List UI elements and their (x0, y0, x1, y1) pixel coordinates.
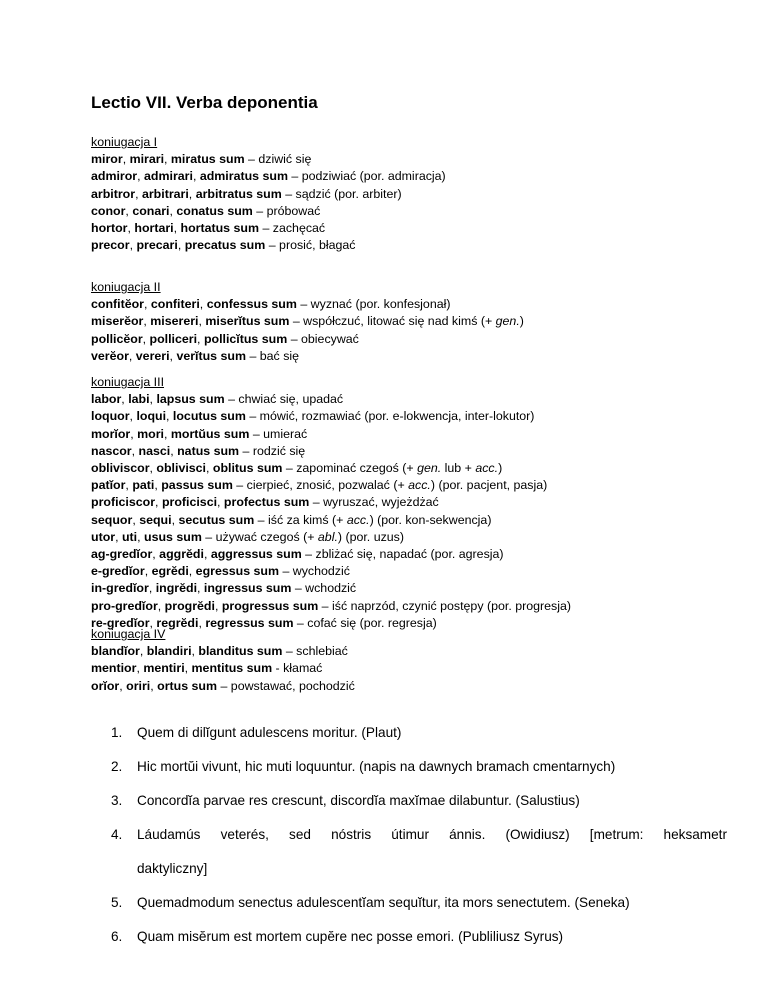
verb-form: proficiscor (91, 495, 156, 510)
verb-form: admiratus sum (199, 169, 288, 184)
vocab-entry: e-gredĭor, egrĕdi, egressus sum – wychodzić (91, 564, 350, 579)
verb-form: progrĕdi (164, 598, 215, 613)
exercise-number: 6. (111, 929, 123, 944)
verb-form: mirari (129, 152, 165, 167)
exercise-number: 4. (111, 827, 123, 842)
vocab-entry: arbitror, arbitrari, arbitratus sum – sądzić (por. arbiter) (91, 186, 402, 201)
vocab-entry: miserĕor, misereri, miserĭtus sum – współczuć, litować się nad kimś (+ gen.) (91, 314, 524, 329)
verb-meaning: – sądzić (por. arbiter) (281, 186, 402, 201)
verb-form: miserĭtus sum (205, 314, 290, 329)
verb-form: nascor (91, 443, 132, 458)
vocab-entry: utor, uti, usus sum – używać czegoś (+ abl.) (por. uzus) (91, 529, 404, 544)
verb-meaning: – używać czegoś (+ (201, 529, 318, 544)
exercise-text-continued: daktyliczny] (137, 861, 208, 876)
verb-form: lapsus sum (156, 392, 225, 407)
verb-form: misereri (150, 314, 199, 329)
verb-form: aggressus sum (210, 547, 302, 562)
case-abbrev: abl. (317, 529, 338, 544)
verb-meaning: - kłamać (272, 661, 323, 676)
verb-meaning: – prosić, błagać (265, 238, 356, 253)
verb-form: nasci (138, 443, 171, 458)
verb-form: morĭor (91, 426, 131, 441)
verb-meaning: – podziwiać (por. admiracja) (287, 169, 446, 184)
vocab-entry: verĕor, vereri, verĭtus sum – bać się (91, 348, 300, 363)
verb-form: confessus sum (206, 297, 297, 312)
verb-form: regrĕdi (156, 615, 199, 630)
verb-form: miserĕor (91, 314, 144, 329)
verb-meaning: – wchodzić (291, 581, 357, 596)
verb-form: arbitrari (141, 186, 189, 201)
verb-form: ingressus sum (203, 581, 292, 596)
exercise-text: Quam misĕrum est mortem cupĕre nec posse emori. (Publiliusz Syrus) (137, 929, 564, 944)
verb-form: aggrĕdi (159, 547, 204, 562)
exercise-text: Hic mortŭi vivunt, hic muti loquuntur. (napis na dawnych bramach cmentarnych) (137, 759, 616, 774)
verb-form: mortŭus sum (170, 426, 250, 441)
vocab-entry: conor, conari, conatus sum – próbować (91, 203, 321, 218)
vocab-entry: blandĭor, blandiri, blanditus sum – schlebiać (91, 644, 348, 659)
vocab-entry: obliviscor, oblivisci, oblitus sum – zapominać czegoś (+ gen. lub + acc.) (91, 461, 503, 476)
verb-form: blanditus sum (198, 644, 283, 659)
verb-form: polliceri (149, 331, 198, 346)
verb-form: profectus sum (223, 495, 310, 510)
exercise-number: 3. (111, 793, 123, 808)
verb-meaning: – próbować (252, 203, 321, 218)
verb-form: hortari (134, 221, 174, 236)
verb-meaning: – cofać się (por. regresja) (293, 615, 437, 630)
verb-form: pollicĭtus sum (203, 331, 288, 346)
verb-meaning: – iść za kimś (+ (254, 512, 347, 527)
meaning-after: ) (por. pacjent, pasja) (430, 478, 548, 493)
vocab-entry: hortor, hortari, hortatus sum – zachęcać (91, 221, 326, 236)
verb-form: blandĭor (91, 644, 140, 659)
verb-form: hortor (91, 221, 128, 236)
verb-form: arbitratus sum (195, 186, 282, 201)
verb-meaning: – dziwić się (244, 152, 312, 167)
exercise-item (111, 757, 721, 777)
verb-form: conatus sum (176, 203, 253, 218)
verb-form: mentiri (143, 661, 185, 676)
verb-meaning: – zbliżać się, napadać (por. agresja) (301, 547, 504, 562)
vocab-entry: pollicĕor, polliceri, pollicĭtus sum – obiecywać (91, 331, 359, 346)
exercise-text: Láudamús veterés, sed nóstris útimur ánnis. (Owidiusz) [metrum: heksametr (137, 827, 727, 842)
verb-form: utor (91, 529, 116, 544)
conjugation-section (91, 279, 731, 365)
vocab-entry: labor, labi, lapsus sum – chwiać się, upadać (91, 392, 344, 407)
verb-form: patĭor (91, 478, 126, 493)
vocab-entry: patĭor, pati, passus sum – cierpieć, znosić, pozwalać (+ acc.) (por. pacjent, pasja) (91, 478, 548, 493)
vocab-entry: re-gredĭor, regrĕdi, regressus sum – cofać się (por. regresja) (91, 615, 437, 630)
verb-form: ingrĕdi (155, 581, 198, 596)
verb-form: verĕor (91, 348, 129, 363)
vocab-entry: morĭor, mori, mortŭus sum – umierać (91, 426, 308, 441)
verb-form: uti (121, 529, 138, 544)
case-abbrev: gen. (417, 461, 442, 476)
verb-form: labor (91, 392, 122, 407)
conjugation-section (91, 374, 731, 632)
verb-form: verĭtus sum (176, 348, 246, 363)
verb-form: conari (132, 203, 170, 218)
verb-meaning: – obiecywać (287, 331, 359, 346)
verb-form: re-gredĭor (91, 615, 150, 630)
vocab-entry: in-gredĭor, ingrĕdi, ingressus sum – wchodzić (91, 581, 357, 596)
verb-form: pollicĕor (91, 331, 143, 346)
verb-form: ortus sum (157, 678, 218, 693)
verb-meaning: – chwiać się, upadać (224, 392, 344, 407)
vocab-entry: orĭor, oriri, ortus sum – powstawać, pochodzić (91, 678, 355, 693)
verb-form: sequi (139, 512, 172, 527)
case-abbrev: gen. (495, 314, 520, 329)
exercise-number: 1. (111, 725, 123, 740)
case-abbrev: acc. (475, 461, 499, 476)
verb-form: miror (91, 152, 123, 167)
verb-form: loquor (91, 409, 130, 424)
exercise-item (111, 791, 721, 811)
verb-form: orĭor (91, 678, 120, 693)
exercise-item (111, 723, 721, 743)
verb-form: conor (91, 203, 126, 218)
exercise-item (111, 893, 721, 913)
verb-form: natus sum (177, 443, 240, 458)
meaning-after: ) (por. kon-sekwencja) (369, 512, 492, 527)
verb-form: confitĕor (91, 297, 145, 312)
section-heading: koniugacja III (91, 375, 165, 389)
verb-form: secutus sum (178, 512, 255, 527)
verb-form: arbitror (91, 186, 136, 201)
case-abbrev: acc. (346, 512, 370, 527)
vocab-entry: sequor, sequi, secutus sum – iść za kimś (+ acc.) (por. kon-sekwencja) (91, 512, 492, 527)
verb-form: oblivisci (156, 461, 207, 476)
verb-form: labi (128, 392, 150, 407)
verb-meaning: – rodzić się (239, 443, 306, 458)
conjugation-section (91, 134, 731, 254)
verb-form: oriri (126, 678, 151, 693)
section-heading: koniugacja II (91, 280, 161, 294)
vocab-entry: loquor, loqui, locutus sum – mówić, rozmawiać (por. e-lokwencja, inter-lokutor) (91, 409, 535, 424)
vocab-entry: nascor, nasci, natus sum – rodzić się (91, 443, 306, 458)
verb-form: obliviscor (91, 461, 150, 476)
vocab-entry: mentior, mentiri, mentitus sum - kłamać (91, 661, 323, 676)
verb-meaning: – współczuć, litować się nad kimś (+ (289, 314, 496, 329)
section-heading: koniugacja I (91, 135, 158, 149)
verb-meaning: – powstawać, pochodzić (217, 678, 355, 693)
verb-form: sequor (91, 512, 133, 527)
verb-meaning: – cierpieć, znosić, pozwalać (+ (232, 478, 409, 493)
verb-form: regressus sum (205, 615, 294, 630)
vocab-entry: miror, mirari, miratus sum – dziwić się (91, 152, 312, 167)
verb-form: egrĕdi (151, 564, 189, 579)
verb-form: oblitus sum (212, 461, 283, 476)
verb-form: passus sum (161, 478, 233, 493)
verb-form: pro-gredĭor (91, 598, 158, 613)
verb-meaning: – iść naprzód, czynić postępy (por. progresja) (318, 598, 571, 613)
verb-form: usus sum (144, 529, 202, 544)
verb-form: pati (132, 478, 155, 493)
verb-form: hortatus sum (180, 221, 259, 236)
verb-form: mentitus sum (191, 661, 273, 676)
meaning-after: ) (519, 314, 524, 329)
verb-form: in-gredĭor (91, 581, 149, 596)
page-title: Lectio VII. Verba deponentia (91, 93, 318, 112)
exercise-number: 2. (111, 759, 123, 774)
verb-form: e-gredĭor (91, 564, 145, 579)
verb-meaning: – wychodzić (279, 564, 350, 579)
verb-meaning: – zachęcać (259, 221, 326, 236)
meaning-mid: lub + (441, 461, 476, 476)
verb-form: locutus sum (172, 409, 246, 424)
verb-meaning: – wyznać (por. konfesjonał) (296, 297, 451, 312)
vocab-entry: precor, precari, precatus sum – prosić, błagać (91, 238, 356, 253)
verb-form: precatus sum (184, 238, 266, 253)
section-heading: koniugacja IV (91, 627, 166, 641)
verb-meaning: – umierać (249, 426, 308, 441)
exercise-item (111, 927, 721, 947)
verb-form: ag-gredĭor (91, 547, 153, 562)
verb-form: confiteri (150, 297, 200, 312)
verb-form: miratus sum (170, 152, 245, 167)
verb-form: proficisci (161, 495, 218, 510)
vocab-entry: proficiscor, proficisci, profectus sum – wyruszać, wyjeżdżać (91, 495, 439, 510)
meaning-after: ) (498, 461, 503, 476)
exercise-number: 5. (111, 895, 123, 910)
verb-meaning: – mówić, rozmawiać (por. e-lokwencja, inter-lokutor) (245, 409, 535, 424)
verb-form: blandiri (146, 644, 192, 659)
verb-meaning: – zapominać czegoś (+ (282, 461, 418, 476)
exercise-text: Quem di dilĭgunt adulescens moritur. (Plaut) (137, 725, 402, 740)
verb-form: mentior (91, 661, 137, 676)
conjugation-section (91, 626, 731, 695)
exercise-text: Quemadmodum senectus adulescentĭam sequĭtur, ita mors senectutem. (Seneka) (137, 895, 630, 910)
verb-form: admirari (144, 169, 193, 184)
verb-meaning: – schlebiać (282, 644, 348, 659)
verb-form: egressus sum (195, 564, 280, 579)
meaning-after: ) (por. uzus) (337, 529, 404, 544)
vocab-entry: pro-gredĭor, progrĕdi, progressus sum – iść naprzód, czynić postępy (por. progresja) (91, 598, 571, 613)
exercise-item (111, 825, 727, 879)
vocab-entry: confitĕor, confiteri, confessus sum – wyznać (por. konfesjonał) (91, 297, 451, 312)
verb-form: precor (91, 238, 130, 253)
verb-form: precari (136, 238, 178, 253)
verb-form: loqui (136, 409, 167, 424)
verb-form: admiror (91, 169, 138, 184)
exercise-text: Concordĭa parvae res crescunt, discordĭa maxĭmae dilabuntur. (Salustius) (137, 793, 580, 808)
verb-meaning: – bać się (246, 348, 300, 363)
verb-form: progressus sum (221, 598, 319, 613)
verb-form: vereri (135, 348, 170, 363)
case-abbrev: acc. (408, 478, 431, 493)
vocab-entry: admiror, admirari, admiratus sum – podziwiać (por. admiracja) (91, 169, 446, 184)
verb-form: mori (137, 426, 164, 441)
vocab-entry: ag-gredĭor, aggrĕdi, aggressus sum – zbliżać się, napadać (por. agresja) (91, 547, 504, 562)
verb-meaning: – wyruszać, wyjeżdżać (309, 495, 439, 510)
